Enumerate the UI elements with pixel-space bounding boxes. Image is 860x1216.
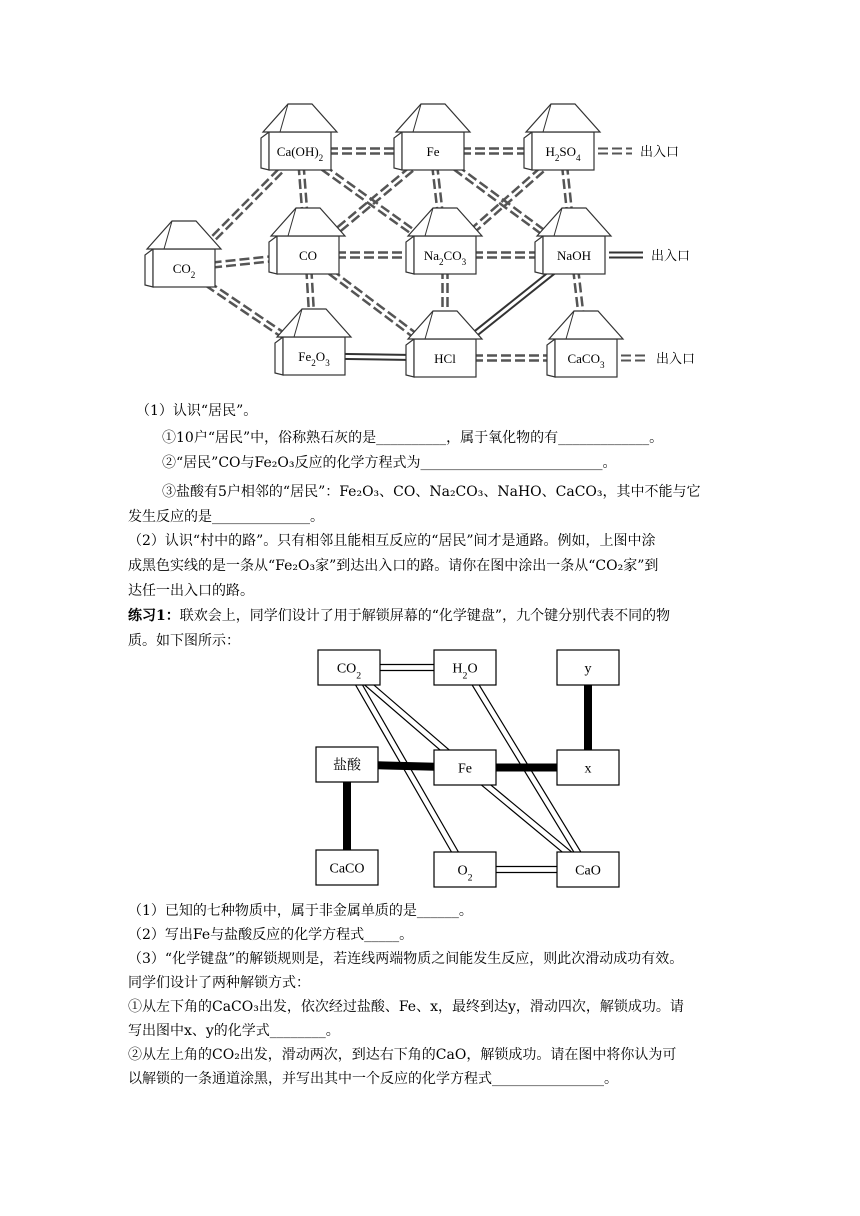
k-co2-key[interactable] xyxy=(318,650,380,685)
k-fe-key[interactable] xyxy=(434,750,496,785)
k-fe-label: Fe xyxy=(458,761,472,777)
k-y-key[interactable] xyxy=(557,650,619,685)
section1-heading: （1）认识“居民”。 xyxy=(136,403,258,419)
house-side xyxy=(406,339,414,377)
house-roof xyxy=(263,104,337,132)
k-hcl-key[interactable] xyxy=(316,747,378,782)
house-na2co3 xyxy=(406,208,482,274)
house-side xyxy=(145,249,153,287)
house-fe xyxy=(394,104,470,170)
chemistry-keyboard-diagram xyxy=(0,640,860,890)
house-label-hcl: HCl xyxy=(434,351,456,366)
kb-question-1: （1）已知的七种物质中，属于非金属单质的是______。 xyxy=(128,903,473,919)
house-label-co: CO xyxy=(298,248,318,263)
house-roof xyxy=(549,311,623,339)
k-y-label: y xyxy=(584,661,592,677)
kb-question-3a: ①从左下角的CaCO₃出发，依次经过盐酸、Fe、x，最终到达y，滑动四次，解锁成功。请 xyxy=(128,999,684,1015)
kb-question-2: （2）写出Fe与盐酸反应的化学方程式_____。 xyxy=(128,927,414,943)
k-cao-label: CaO xyxy=(575,863,601,879)
exit-label: 出入口 xyxy=(651,248,691,263)
house-side xyxy=(269,236,277,274)
section2-line2: 成黑色实线的是一条从“Fe₂O₃家”到达出入口的路。请你在图中涂出一条从“CO₂家”到 xyxy=(128,558,659,574)
house-roof xyxy=(271,208,345,236)
house-caoh2 xyxy=(261,104,337,170)
house-side xyxy=(524,132,532,170)
k-hcl-label: 盐酸 xyxy=(333,758,361,774)
house-label-fe: Fe xyxy=(426,144,440,159)
house-roof xyxy=(277,309,351,337)
house-side xyxy=(261,132,269,170)
kb-question-3-cont: 同学们设计了两种解锁方式： xyxy=(128,975,310,991)
k-o2-key[interactable] xyxy=(434,852,496,887)
k-caco-label: CaCO xyxy=(329,861,365,877)
house-side xyxy=(535,236,543,274)
house-caco3 xyxy=(547,311,623,377)
house-hcl xyxy=(406,311,482,377)
house-label-naoh: NaOH xyxy=(557,248,591,263)
house-body xyxy=(283,337,345,375)
house-h2so4 xyxy=(524,104,600,170)
k-h2o-key[interactable] xyxy=(434,650,496,685)
house-label-na2co3: $Na_2CO_3$ xyxy=(423,248,467,267)
house-label-fe2o3: $Fe_2O_3$ xyxy=(298,349,330,368)
k-caco-key[interactable] xyxy=(316,850,378,885)
k-h2o-label: $H_2O$ xyxy=(452,661,478,681)
k-x-label: x xyxy=(584,761,592,777)
k-o2-label: $O_2$ xyxy=(457,863,473,883)
house-label-caoh2: $Ca(OH)_2$ xyxy=(276,144,324,163)
house-roof xyxy=(147,221,221,249)
k-x-key[interactable] xyxy=(557,750,619,785)
k-co2-label: $CO_2$ xyxy=(336,661,362,681)
exit-label: 出入口 xyxy=(656,351,696,366)
kb-question-3: （3）“化学键盘”的解锁规则是，若连线两端物质之间能发生反应，则此次滑动成功有效。 xyxy=(128,951,684,967)
village-map-diagram xyxy=(0,0,860,400)
k-cao-key[interactable] xyxy=(557,852,619,887)
house-label-caco3: CaCO$_3$ xyxy=(567,351,605,370)
house-roof xyxy=(408,208,482,236)
question-1-3: ③盐酸有5户相邻的“居民”：Fe₂O₃、CO、Na₂CO₃、NaHO、CaCO₃，其中不能与它 xyxy=(162,484,701,500)
house-roof xyxy=(396,104,470,132)
question-1-1: ①10户“居民”中，俗称熟石灰的是__________，属于氧化物的有_____________。 xyxy=(162,430,664,446)
house-roof xyxy=(408,311,482,339)
practice-label: 练习1： xyxy=(128,608,180,624)
house-label-co2: $CO_2$ xyxy=(172,261,196,280)
house-roof xyxy=(537,208,611,236)
practice-line2: 质。如下图所示： xyxy=(128,633,240,649)
house-co2 xyxy=(145,221,221,287)
house-naoh xyxy=(535,208,611,274)
house-co xyxy=(269,208,345,274)
kb-question-3b-cont: 以解锁的一条通道涂黑，并写出其中一个反应的化学方程式________________。 xyxy=(128,1071,618,1087)
section2-line1: （2）认识“村中的路”。只有相邻且能相互反应的“居民”间才是通路。例如，上图中涂 xyxy=(128,533,656,549)
house-label-h2so4: $H_2SO_4$ xyxy=(545,144,581,163)
house-roof xyxy=(526,104,600,132)
house-fe2o3 xyxy=(275,309,351,375)
practice-text: 联欢会上，同学们设计了用于解锁屏幕的“化学键盘”，九个键分别代表不同的物 xyxy=(179,608,671,624)
exit-label: 出入口 xyxy=(640,144,680,159)
kb-question-3b: ②从左上角的CO₂出发，滑动两次，到达右下角的CaO，解锁成功。请在图中将你认为可 xyxy=(128,1047,677,1063)
question-1-2: ②“居民”CO与Fe₂O₃反应的化学方程式为__________________________。 xyxy=(162,455,617,471)
house-side xyxy=(394,132,402,170)
practice-line1 xyxy=(128,605,738,627)
kb-question-3a-cont: 写出图中x、y的化学式________。 xyxy=(128,1023,340,1039)
house-side xyxy=(275,337,283,375)
section2-line3: 达任一出入口的路。 xyxy=(128,583,254,599)
house-side xyxy=(547,339,555,377)
question-1-3-cont: 发生反应的是______________。 xyxy=(128,509,324,525)
house-side xyxy=(406,236,414,274)
